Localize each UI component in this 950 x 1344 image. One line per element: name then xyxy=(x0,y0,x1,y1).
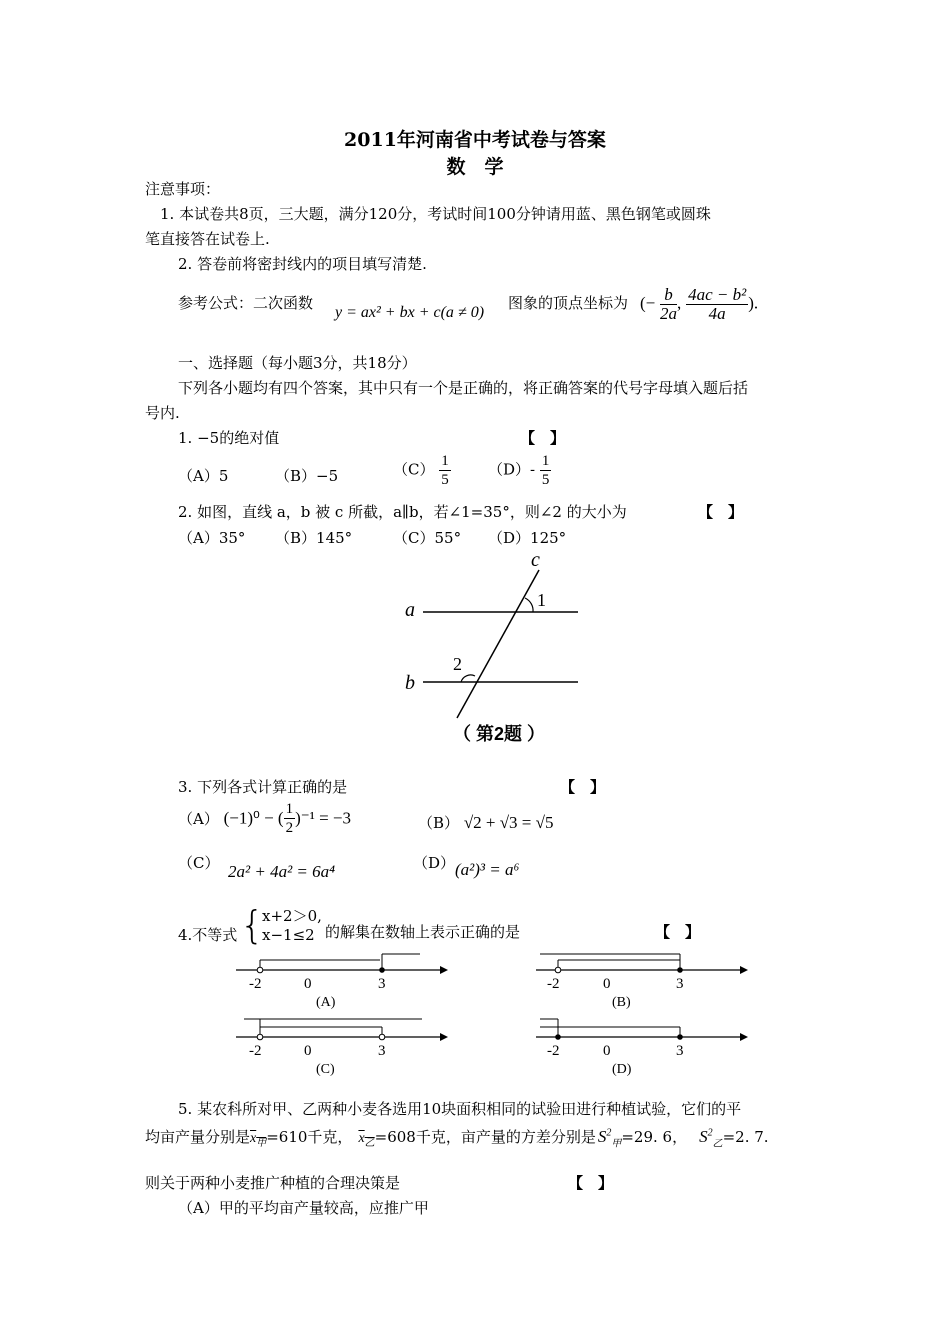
label-angle-1: 1 xyxy=(537,590,546,610)
label-option-b: (B) xyxy=(612,995,631,1010)
section-1-intro-1: 下列各小题均有四个答案，其中只有一个是正确的，将正确答案的代号字母填入题后括 xyxy=(178,379,749,397)
vertex-numerator: 4ac − b² xyxy=(688,285,747,304)
q3-option-b xyxy=(418,812,553,833)
note-1-line-2: 笔直接答在试卷上. xyxy=(145,230,270,248)
vertex-fraction-1 xyxy=(660,286,677,323)
tick-neg2-b: -2 xyxy=(547,976,560,992)
q3-c-expr: 2a² + 4a² = 6a⁴ xyxy=(228,862,336,881)
label-option-c: (C) xyxy=(316,1062,335,1077)
vertex-fraction-2 xyxy=(686,286,748,323)
q1-option-c-fraction xyxy=(439,452,451,489)
numberline-d xyxy=(530,1015,750,1077)
var-jia-sup: 2 xyxy=(606,1127,612,1139)
q1-d-den: 5 xyxy=(541,472,550,488)
vertex-close: ). xyxy=(748,293,759,313)
q5-line-1: 5. 某农科所对甲、乙两种小麦各选用10块面积相同的试验田进行种植试验，它们的平 xyxy=(178,1100,742,1118)
var-jia-symbol xyxy=(597,1127,622,1150)
q1-option-c-label: （C） xyxy=(393,460,435,479)
label-c: c xyxy=(531,549,540,571)
q3-a-num: 1 xyxy=(285,801,294,817)
vertex-comma: , xyxy=(677,293,682,313)
notes-heading: 注意事项： xyxy=(145,180,221,198)
q4-suffix: 的解集在数轴上表示正确的是 xyxy=(325,923,521,941)
q4-inequality-2: x−1≤2 xyxy=(262,926,315,944)
q5-var-jia: =29. 6， xyxy=(621,1128,688,1146)
angle-1-arc xyxy=(525,598,533,612)
figure-caption: （ 第2题 ） xyxy=(453,724,546,744)
var-yi-symbol xyxy=(699,1127,723,1150)
formula-prefix: 参考公式：二次函数 xyxy=(178,294,314,312)
q3-option-b-label: （B） xyxy=(418,814,460,832)
q1-option-b: （B）−5 xyxy=(275,467,339,485)
numberline-a xyxy=(230,950,450,1012)
mean-yi-sub: 乙 xyxy=(364,1137,375,1149)
mean-yi-x: x xyxy=(358,1131,365,1146)
label-option-a: (A) xyxy=(316,995,336,1010)
q2-option-a: （A）35° xyxy=(178,529,246,547)
tick-3-b: 3 xyxy=(676,976,684,992)
quadratic-function: y = ax² + bx + c(a ≠ 0) xyxy=(335,304,485,321)
mean-jia-x: x xyxy=(250,1131,257,1146)
vertex-4a: 4a xyxy=(708,304,726,323)
q5-answer-bracket[interactable]: 【 】 xyxy=(568,1174,614,1192)
q1-option-d-fraction xyxy=(540,452,552,489)
q3-a-den: 2 xyxy=(285,820,294,836)
q4-answer-bracket[interactable]: 【 】 xyxy=(655,923,701,941)
q5-mean-jia: =610千克， xyxy=(266,1128,353,1146)
tick-3-c: 3 xyxy=(378,1043,386,1059)
q2-option-c: （C）55° xyxy=(393,529,462,547)
tick-neg2-d: -2 xyxy=(547,1043,560,1059)
var-yi-s: S xyxy=(699,1127,708,1146)
q3-a-expr-left: (−1)⁰ − ( xyxy=(223,808,284,828)
label-angle-2: 2 xyxy=(453,654,462,674)
q4-inequality-1: x+2＞0, xyxy=(262,907,322,925)
q2-answer-bracket[interactable]: 【 】 xyxy=(698,503,744,521)
tick-3-d: 3 xyxy=(676,1043,684,1059)
var-jia-s: S xyxy=(597,1127,607,1146)
var-yi-sub: 乙 xyxy=(712,1138,723,1150)
tick-neg2-a: -2 xyxy=(249,976,262,992)
q3-option-d-label: （D） xyxy=(413,854,456,872)
q2-stem: 2. 如图，直线 a，b 被 c 所截，a∥b，若∠1=35°，则∠2 的大小为 xyxy=(178,503,627,521)
q2-figure xyxy=(395,548,595,748)
line-c xyxy=(457,570,539,718)
q1-c-den: 5 xyxy=(441,472,449,488)
q3-option-a-label: （A） xyxy=(178,810,219,828)
q1-option-d xyxy=(488,452,551,489)
q5-line-2 xyxy=(145,1126,769,1149)
numberline-b xyxy=(530,950,750,1012)
page-title: 2011年河南省中考试卷与答案 xyxy=(344,129,606,151)
section-1-intro-2: 号内. xyxy=(145,404,180,422)
var-jia-sub: 甲 xyxy=(611,1138,622,1150)
vertex-2a: 2a xyxy=(660,304,678,323)
q1-option-a: （A）5 xyxy=(178,467,229,485)
q4-brace: { xyxy=(240,903,265,947)
tick-0-b: 0 xyxy=(603,976,611,992)
q2-option-d: （D）125° xyxy=(488,529,567,547)
tick-0-d: 0 xyxy=(603,1043,611,1059)
tick-3-a: 3 xyxy=(378,976,386,992)
label-b: b xyxy=(405,672,415,694)
vertex-open: (− xyxy=(640,293,656,313)
mean-jia-sub: 甲 xyxy=(256,1137,267,1149)
note-1-line-1: 1. 本试卷共8页，三大题，满分120分，考试时间100分钟请用蓝、黑色钢笔或圆珠 xyxy=(160,205,711,223)
subject-title: 数 学 xyxy=(446,156,504,178)
q3-stem: 3. 下列各式计算正确的是 xyxy=(178,778,348,796)
mean-jia-symbol xyxy=(250,1131,267,1149)
section-1-heading: 一、选择题（每小题3分，共18分） xyxy=(178,354,417,372)
q1-option-c xyxy=(393,452,451,489)
formula-mid: 图象的顶点坐标为 xyxy=(508,294,629,312)
q2-option-b: （B）145° xyxy=(275,529,353,547)
label-option-d: (D) xyxy=(612,1062,632,1077)
label-a: a xyxy=(405,599,415,621)
q5-var-yi: =2. 7. xyxy=(722,1128,769,1146)
angle-2-arc xyxy=(461,675,475,682)
vertex-formula xyxy=(640,286,758,323)
q3-d-expr: (a²)³ = a⁶ xyxy=(455,860,520,879)
q3-answer-bracket[interactable]: 【 】 xyxy=(560,778,606,796)
q3-option-a xyxy=(178,800,351,837)
q3-a-fraction xyxy=(284,800,296,837)
mean-yi-symbol xyxy=(358,1131,375,1149)
tick-neg2-c: -2 xyxy=(249,1043,262,1059)
q1-d-num: 1 xyxy=(541,453,550,469)
q1-c-num: 1 xyxy=(441,453,449,469)
q5-line-3: 则关于两种小麦推广种植的合理决策是 xyxy=(145,1174,401,1192)
numberline-c xyxy=(230,1015,450,1077)
tick-0-c: 0 xyxy=(304,1043,312,1059)
q1-answer-bracket[interactable]: 【 】 xyxy=(520,429,566,447)
note-2: 2. 答卷前将密封线内的项目填写清楚. xyxy=(178,255,427,273)
q1-stem: 1. −5的绝对值 xyxy=(178,429,280,447)
q1-option-d-label: （D）- xyxy=(488,460,536,479)
q5-line-2a: 均亩产量分别是 xyxy=(145,1128,251,1146)
q4-prefix: 4.不等式 xyxy=(178,926,238,944)
tick-0-a: 0 xyxy=(304,976,312,992)
var-yi-sup: 2 xyxy=(707,1127,713,1139)
vertex-b: b xyxy=(660,286,677,305)
q5-line-2b: =608千克，亩产量的方差分别是 xyxy=(374,1128,596,1146)
q5-option-a: （A）甲的平均亩产量较高，应推广甲 xyxy=(178,1199,429,1217)
q3-a-expr-right: )⁻¹ = −3 xyxy=(295,808,352,828)
q3-option-c-label: （C） xyxy=(178,854,220,872)
q3-b-expr: √2 + √3 = √5 xyxy=(463,813,554,832)
